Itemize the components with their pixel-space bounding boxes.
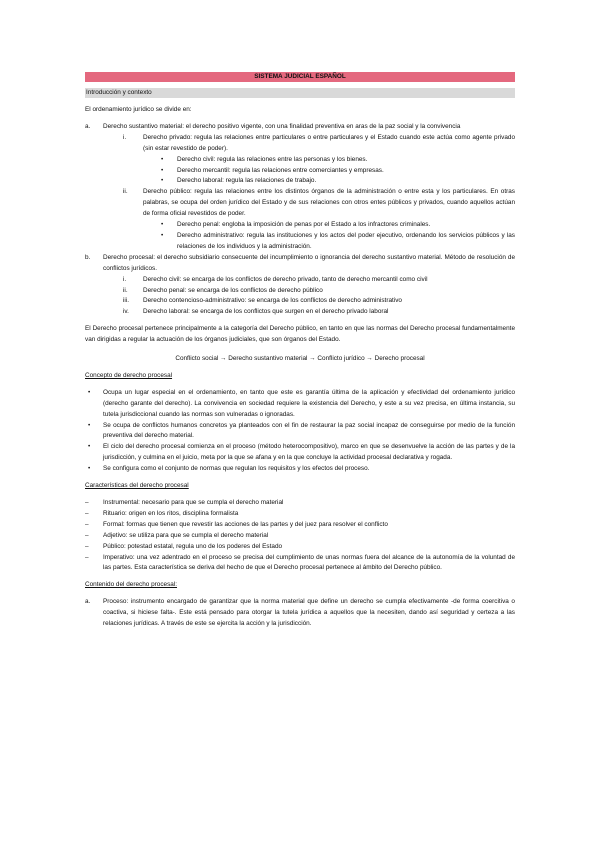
list-marker: a. bbox=[85, 122, 91, 130]
list-item bbox=[85, 464, 515, 475]
list-item bbox=[85, 307, 515, 318]
list-marker: a. bbox=[85, 598, 91, 606]
list-item bbox=[85, 286, 515, 297]
dash-icon: – bbox=[85, 520, 89, 528]
list-item-text: Derecho penal: se encarga de los conflictos de derecho público bbox=[143, 286, 323, 294]
list-item-text: Derecho laboral: regula las relaciones de trabajo. bbox=[177, 177, 317, 185]
list-item-a-i bbox=[85, 133, 515, 155]
list-item-text: El ciclo del derecho procesal comienza en el proceso (método heterocompositivo), marco en que se desenvuelve la acción de las partes y de la jurisdicción, y culmina en el juicio, meta por la que se afana y en la que concluye la actividad procesal declarativa y rogada. bbox=[103, 443, 515, 462]
list-item bbox=[85, 220, 515, 231]
list-marker: ii. bbox=[123, 188, 128, 196]
intro-closing-paragraph: El Derecho procesal pertenece principalmente a la categoría del Derecho público, en tanto en que las normas del Derecho procesal fundamentalmente van dirigidas a regular la actuación de los órganos judiciales, que son órganos del Estado. bbox=[85, 325, 515, 344]
list-item-text: Derecho civil: se encarga de los conflictos de derecho privado, tanto de derecho mercantil como civil bbox=[143, 275, 428, 283]
list-item-a-ii bbox=[85, 187, 515, 220]
list-item-text: Rituario: origen en los ritos, disciplina formalista bbox=[103, 509, 239, 517]
list-item bbox=[85, 231, 515, 253]
bullet-icon: • bbox=[88, 421, 91, 429]
list-item-text: Derecho público: regula las relaciones entre los distintos órganos de la administración o entre esta y los particulares. En otras palabras, se ocupa del orden jurídico del Estado y de sus relaciones con otros entes públicos y privados, cuando aquellos actúan de forma oficial revestidos de poder. bbox=[143, 188, 515, 218]
list-item-text: Derecho procesal: el derecho subsidiario consecuente del incumplimiento o ignorancia del derecho sustantivo material. Método de resolución de conflictos jurídicos. bbox=[103, 253, 515, 272]
list-marker: iv. bbox=[123, 308, 129, 316]
dash-icon: – bbox=[85, 499, 89, 506]
section-header-caracteristicas: Características del derecho procesal bbox=[85, 482, 189, 490]
bullet-icon: • bbox=[88, 388, 91, 396]
bullet-icon: • bbox=[88, 465, 91, 473]
list-item-text: Adjetivo: se utiliza para que se cumpla el derecho material bbox=[103, 531, 269, 539]
list-marker: i. bbox=[123, 275, 127, 283]
list-item bbox=[85, 442, 515, 464]
bullet-icon: • bbox=[161, 155, 164, 163]
bullet-icon: • bbox=[88, 443, 91, 451]
section-header-concepto: Concepto de derecho procesal bbox=[85, 371, 173, 379]
list-marker: ii. bbox=[123, 286, 128, 294]
list-item-b bbox=[85, 253, 515, 275]
list-item bbox=[85, 296, 515, 307]
dash-icon: – bbox=[85, 553, 89, 561]
list-item bbox=[85, 509, 515, 520]
bullet-icon: • bbox=[161, 221, 164, 229]
list-item-text: Derecho administrativo: regula las instituciones y los actos del poder ejecutivo, ordenando los servicios públicos y las relaciones de los individuos y la administración. bbox=[177, 231, 515, 250]
dash-icon: – bbox=[85, 542, 89, 550]
bullet-icon: • bbox=[161, 177, 164, 185]
list-item-a bbox=[85, 122, 515, 133]
list-item bbox=[85, 498, 515, 509]
list-item-text: Derecho laboral: se encarga de los conflictos que surgen en el derecho privado laboral bbox=[143, 308, 389, 316]
list-item-text: Se configura como el conjunto de normas que regulan los requisitos y los efectos del proceso. bbox=[103, 465, 370, 473]
list-item bbox=[85, 421, 515, 443]
intro-lead: El ordenamiento jurídico se divide en: bbox=[85, 106, 192, 113]
list-item-text: Proceso: instrumento encargado de garantizar que la norma material que define un derecho se cumpla efectivamente -de forma coercitiva o coactiva, si hiciese falta-. Este está pensado para otorgar la tutela jurídica a aquellos que la necesiten, dando así seguridad y certeza a las relaciones jurídicas. A través de este se ejercita la acción y la jurisdicción. bbox=[103, 598, 515, 628]
section-header-intro: Introducción y contexto bbox=[85, 88, 515, 98]
list-marker: i. bbox=[123, 133, 127, 141]
list-item bbox=[85, 176, 515, 187]
list-item-text: Imperativo: una vez adentrado en el proceso se precisa del cumplimiento de unas normas fuera del alcance de la autonomía de la voluntad de las partes. Esta característica se deriva del hecho de que el Derecho procesal pertenece al ámbito del Derecho público. bbox=[103, 553, 515, 572]
list-marker: b. bbox=[85, 253, 91, 261]
list-item-text: Derecho contencioso-administrativo: se encarga de los conflictos de derecho administrativo bbox=[143, 297, 402, 305]
bullet-icon: • bbox=[161, 166, 164, 174]
list-item bbox=[85, 166, 515, 177]
list-item-text: Público: potestad estatal, regula uno de los poderes del Estado bbox=[103, 542, 283, 550]
list-item-text: Derecho civil: regula las relaciones entre las personas y los bienes. bbox=[177, 155, 368, 163]
bullet-icon: • bbox=[161, 231, 164, 239]
list-item bbox=[85, 542, 515, 553]
list-marker: iii. bbox=[123, 297, 130, 305]
list-item bbox=[85, 155, 515, 166]
list-item-text: Formal: formas que tienen que revestir las acciones de las partes y del juez para resolver el conflicto bbox=[103, 520, 388, 528]
dash-icon: – bbox=[85, 509, 89, 517]
dash-icon: – bbox=[85, 531, 89, 539]
list-item bbox=[85, 388, 515, 421]
section-header-contenido: Contenido del derecho procesal: bbox=[85, 581, 178, 589]
document-page bbox=[85, 72, 515, 630]
list-item-text: Derecho privado: regula las relaciones entre particulares o entre particulares y el Estado cuando este actúa como agente privado (sin estar revestido de poder). bbox=[143, 133, 515, 152]
list-item-text: Derecho sustantivo material: el derecho positivo vigente, con una finalidad preventiva en aras de la paz social y la convivencia bbox=[103, 122, 461, 130]
list-item bbox=[85, 275, 515, 286]
list-item-text: Derecho penal: engloba la imposición de penas por el Estado a los infractores criminales. bbox=[177, 221, 431, 229]
list-item-text: Ocupa un lugar especial en el ordenamiento, en tanto que este es garantía última de la aplicación y efectividad del ordenamiento jurídico (derecho garante del derecho). La convivencia en sociedad requiere la existencia del Derecho, y este a su vez precisa, en última instancia, su tutela jurisdiccional cuando las normas son vulneradas o ignoradas. bbox=[103, 388, 515, 418]
list-item-contenido-a bbox=[85, 597, 515, 630]
document-title: SISTEMA JUDICIAL ESPAÑOL bbox=[85, 72, 515, 82]
conflict-flow-line: Conflicto social → Derecho sustantivo material → Conflicto jurídico → Derecho procesal bbox=[175, 355, 425, 363]
list-item-text: Derecho mercantil: regula las relaciones entre comerciantes y empresas. bbox=[177, 166, 384, 174]
list-item bbox=[85, 520, 515, 531]
list-item-text: Instrumental: necesario para que se cumpla el derecho material bbox=[103, 499, 284, 506]
list-item-text: Se ocupa de conflictos humanos concretos ya planteados con el fin de restaurar la paz social incapaz de conseguirse por medio de la función preventiva del derecho material. bbox=[103, 421, 515, 440]
list-item bbox=[85, 553, 515, 575]
list-item bbox=[85, 531, 515, 542]
